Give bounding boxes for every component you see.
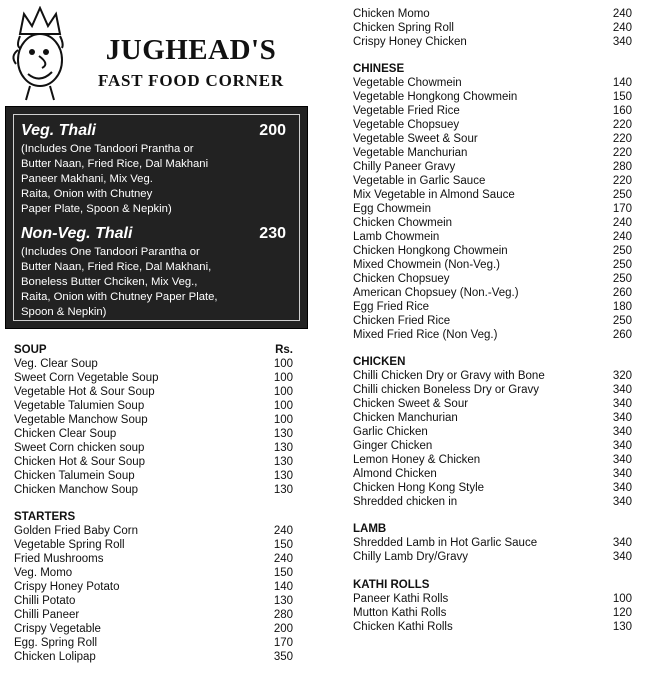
- menu-item-name: Vegetable Sweet & Sour: [353, 133, 478, 145]
- menu-item-name: Golden Fried Baby Corn: [14, 525, 139, 537]
- menu-item-name: Sweet Corn chicken soup: [14, 442, 145, 454]
- menu-item-price: 130: [273, 456, 293, 468]
- menu-item-price: 340: [612, 468, 632, 480]
- menu-item: [353, 536, 632, 550]
- menu-item-name: Vegetable Manchurian: [353, 147, 468, 159]
- menu-item-price: 340: [612, 551, 632, 563]
- menu-item-price: 130: [273, 595, 293, 607]
- menu-item-price: 320: [612, 370, 632, 382]
- menu-item-name: Vegetable Chopsuey: [353, 119, 460, 131]
- menu-item-price: 340: [612, 496, 632, 508]
- menu-item-price: 340: [612, 454, 632, 466]
- menu-item-name: Chicken Manchow Soup: [14, 484, 139, 496]
- thali-name: Veg. Thali: [21, 122, 96, 139]
- menu-item: [14, 524, 293, 538]
- menu-item-name: Chicken Chowmein: [353, 217, 453, 229]
- menu-item: [14, 441, 293, 455]
- menu-item: [14, 538, 293, 552]
- menu-item-name: Ginger Chicken: [353, 440, 433, 452]
- thali-desc-line: Boneless Butter Chciken, Mix Veg.,: [21, 276, 198, 288]
- menu-item: [353, 369, 632, 383]
- menu-item-name: Crispy Honey Potato: [14, 581, 120, 593]
- menu-item-name: Paneer Kathi Rolls: [353, 593, 449, 605]
- menu-item-name: Vegetable in Garlic Sauce: [353, 175, 486, 187]
- menu-item-name: Mix Vegetable in Almond Sauce: [353, 189, 515, 201]
- menu-item: [353, 481, 632, 495]
- thali-desc-line: Paper Plate, Spoon & Nepkin): [21, 203, 172, 215]
- menu-item: [14, 636, 293, 650]
- menu-item-price: 180: [612, 301, 632, 313]
- menu-item-price: 220: [612, 133, 632, 145]
- menu-item-price: 250: [612, 245, 632, 257]
- menu-item-name: Lamb Chowmein: [353, 231, 440, 243]
- menu-item-price: 340: [612, 537, 632, 549]
- menu-item: [353, 606, 632, 620]
- menu-item-price: 340: [612, 398, 632, 410]
- menu-item: [353, 397, 632, 411]
- menu-item: [14, 650, 293, 664]
- menu-item-price: 150: [273, 539, 293, 551]
- menu-item: [353, 35, 632, 49]
- menu-item-name: Shredded Lamb in Hot Garlic Sauce: [353, 537, 538, 549]
- menu-item: [14, 608, 293, 622]
- menu-item-name: Veg. Momo: [14, 567, 73, 579]
- menu-item: [14, 566, 293, 580]
- menu-item-price: 100: [273, 414, 293, 426]
- menu-item-price: 140: [273, 581, 293, 593]
- menu-item: [353, 21, 632, 35]
- menu-item: [14, 483, 293, 497]
- lamb-section: [353, 522, 632, 564]
- menu-item-name: Chicken Hot & Sour Soup: [14, 456, 146, 468]
- soup-section: [14, 343, 293, 497]
- menu-item: [353, 550, 632, 564]
- menu-item-name: Garlic Chicken: [353, 426, 428, 438]
- menu-item-price: 170: [273, 637, 293, 649]
- menu-item-price: 250: [612, 259, 632, 271]
- thali-price: 200: [259, 122, 286, 139]
- menu-item-name: Chicken Clear Soup: [14, 428, 117, 440]
- menu-item-price: 200: [273, 623, 293, 635]
- menu-item-price: 160: [612, 105, 632, 117]
- thali-desc-line: Butter Naan, Fried Rice, Dal Makhani,: [21, 261, 212, 273]
- menu-item: [353, 286, 632, 300]
- menu-item: [353, 132, 632, 146]
- menu-item-price: 130: [273, 470, 293, 482]
- menu-item-price: 240: [612, 231, 632, 243]
- menu-item-name: Chicken Momo: [353, 8, 430, 20]
- menu-item-name: Mixed Fried Rice (Non Veg.): [353, 329, 498, 341]
- menu-item: [14, 580, 293, 594]
- menu-item: [353, 104, 632, 118]
- menu-item: [353, 118, 632, 132]
- menu-item-name: Chilli Potato: [14, 595, 76, 607]
- menu-item: [14, 357, 293, 371]
- section-title: CHICKEN: [353, 356, 406, 368]
- menu-item: [353, 202, 632, 216]
- kathi-rolls-section: [353, 578, 632, 634]
- menu-item-price: 240: [612, 8, 632, 20]
- menu-item-price: 100: [273, 358, 293, 370]
- thali-desc-line: Spoon & Nepkin): [21, 306, 107, 318]
- menu-item-price: 100: [612, 593, 632, 605]
- menu-item: [14, 399, 293, 413]
- menu-item: [14, 427, 293, 441]
- menu-item-name: Chilly Lamb Dry/Gravy: [353, 551, 469, 563]
- menu-item-name: Crispy Vegetable: [14, 623, 101, 635]
- menu-item: [14, 552, 293, 566]
- menu-item-name: Chicken Manchurian: [353, 412, 458, 424]
- menu-item-name: Lemon Honey & Chicken: [353, 454, 481, 466]
- menu-item-price: 240: [273, 525, 293, 537]
- menu-item: [353, 425, 632, 439]
- menu-item-name: Crispy Honey Chicken: [353, 36, 467, 48]
- menu-item-price: 350: [273, 651, 293, 663]
- menu-item: [353, 244, 632, 258]
- menu-item-price: 220: [612, 175, 632, 187]
- thali-desc-line: (Includes One Tandoori Parantha or: [21, 246, 200, 258]
- menu-item: [353, 230, 632, 244]
- jughead-logo: [6, 6, 76, 102]
- menu-item-name: Egg Chowmein: [353, 203, 431, 215]
- menu-item-name: Vegetable Hot & Sour Soup: [14, 386, 155, 398]
- menu-item: [353, 90, 632, 104]
- menu-item: [353, 314, 632, 328]
- menu-item-name: Fried Mushrooms: [14, 553, 104, 565]
- chinese-section: [353, 62, 632, 342]
- menu-item-name: Mutton Kathi Rolls: [353, 607, 447, 619]
- menu-item: [14, 371, 293, 385]
- menu-item-name: Chicken Spring Roll: [353, 22, 454, 34]
- menu-item-name: Vegetable Chowmein: [353, 77, 462, 89]
- currency-label: Rs.: [275, 344, 293, 356]
- starters-section: [14, 510, 293, 664]
- menu-item-name: Chicken Sweet & Sour: [353, 398, 469, 410]
- menu-item: [353, 328, 632, 342]
- menu-item: [353, 592, 632, 606]
- menu-item-price: 150: [273, 567, 293, 579]
- nonveg-thali: [21, 224, 286, 320]
- menu-item: [353, 188, 632, 202]
- menu-item-price: 250: [612, 273, 632, 285]
- menu-item-price: 100: [273, 372, 293, 384]
- menu-item-price: 280: [273, 609, 293, 621]
- menu-item: [353, 76, 632, 90]
- menu-item-price: 340: [612, 426, 632, 438]
- menu-item-name: Chicken Hong Kong Style: [353, 482, 485, 494]
- section-title: STARTERS: [14, 511, 76, 523]
- menu-item-price: 100: [273, 386, 293, 398]
- veg-thali: [21, 121, 286, 217]
- chicken-section: [353, 355, 632, 509]
- brand-tagline: FAST FOOD CORNER: [98, 71, 284, 90]
- menu-item-name: Vegetable Hongkong Chowmein: [353, 91, 518, 103]
- menu-item-price: 100: [273, 400, 293, 412]
- menu-item-name: Vegetable Manchow Soup: [14, 414, 148, 426]
- menu-item-name: Egg Fried Rice: [353, 301, 430, 313]
- menu-item-name: Chilly Paneer Gravy: [353, 161, 456, 173]
- menu-item: [353, 258, 632, 272]
- thali-desc-line: Paneer Makhani, Mix Veg.: [21, 173, 153, 185]
- thali-desc-line: (Includes One Tandoori Prantha or: [21, 143, 194, 155]
- menu-item-name: Shredded chicken in: [353, 496, 458, 508]
- menu-item-name: Almond Chicken: [353, 468, 437, 480]
- menu-item-price: 130: [612, 621, 632, 633]
- menu-item: [353, 272, 632, 286]
- menu-item-price: 260: [612, 329, 632, 341]
- menu-item-price: 130: [273, 484, 293, 496]
- menu-item-price: 240: [273, 553, 293, 565]
- thali-desc-line: Butter Naan, Fried Rice, Dal Makhani: [21, 158, 209, 170]
- menu-item-price: 120: [612, 607, 632, 619]
- menu-item-price: 170: [612, 203, 632, 215]
- section-title: KATHI ROLLS: [353, 579, 430, 591]
- menu-item: [353, 453, 632, 467]
- menu-item-name: Chilli chicken Boneless Dry or Gravy: [353, 384, 539, 396]
- menu-item-price: 140: [612, 77, 632, 89]
- menu-item-name: American Chopsuey (Non.-Veg.): [353, 287, 519, 299]
- menu-item: [353, 216, 632, 230]
- menu-item: [14, 413, 293, 427]
- menu-item-name: Mixed Chowmein (Non-Veg.): [353, 259, 501, 271]
- menu-item-price: 250: [612, 189, 632, 201]
- brand-name: JUGHEAD'S: [105, 34, 277, 66]
- menu-item-name: Vegetable Spring Roll: [14, 539, 125, 551]
- menu-item-price: 220: [612, 119, 632, 131]
- menu-item: [14, 455, 293, 469]
- menu-item-name: Chicken Kathi Rolls: [353, 621, 453, 633]
- menu-item: [353, 300, 632, 314]
- menu-item: [353, 439, 632, 453]
- menu-item-price: 280: [612, 161, 632, 173]
- menu-item-price: 240: [612, 217, 632, 229]
- thali-desc-line: Raita, Onion with Chutney Paper Plate,: [21, 291, 218, 303]
- menu-item: [353, 411, 632, 425]
- menu-item-name: Sweet Corn Vegetable Soup: [14, 372, 159, 384]
- menu-item: [353, 160, 632, 174]
- starters-continued-section: [353, 7, 632, 49]
- thali-price: 230: [259, 225, 286, 242]
- menu-item-name: Vegetable Talumien Soup: [14, 400, 145, 412]
- menu-item-name: Chicken Chopsuey: [353, 273, 450, 285]
- menu-item-price: 130: [273, 428, 293, 440]
- thali-desc-line: Raita, Onion with Chutney: [21, 188, 153, 200]
- menu-item: [353, 7, 632, 21]
- section-title: SOUP: [14, 344, 47, 356]
- menu-item-name: Egg. Spring Roll: [14, 637, 98, 649]
- menu-item-price: 340: [612, 384, 632, 396]
- menu-item: [353, 620, 632, 634]
- menu-item: [14, 469, 293, 483]
- menu-item-price: 250: [612, 315, 632, 327]
- section-title: CHINESE: [353, 63, 405, 75]
- menu-item-price: 130: [273, 442, 293, 454]
- menu-item-name: Veg. Clear Soup: [14, 358, 98, 370]
- menu-item: [353, 495, 632, 509]
- menu-item-price: 340: [612, 412, 632, 424]
- menu-item-price: 260: [612, 287, 632, 299]
- menu-item: [14, 622, 293, 636]
- menu-item: [353, 467, 632, 481]
- menu-item: [14, 385, 293, 399]
- menu-item-price: 340: [612, 482, 632, 494]
- menu-item-name: Chilli Chicken Dry or Gravy with Bone: [353, 370, 545, 382]
- menu-item: [353, 383, 632, 397]
- menu-item: [14, 594, 293, 608]
- menu-item: [353, 174, 632, 188]
- menu-item-name: Chilli Paneer: [14, 609, 80, 621]
- menu-item-name: Chicken Lolipap: [14, 651, 96, 663]
- menu-item-price: 240: [612, 22, 632, 34]
- menu-item-price: 220: [612, 147, 632, 159]
- menu-item-price: 340: [612, 440, 632, 452]
- menu-item-name: Vegetable Fried Rice: [353, 105, 460, 117]
- menu-item-name: Chicken Hongkong Chowmein: [353, 245, 508, 257]
- menu-item-price: 150: [612, 91, 632, 103]
- thali-name: Non-Veg. Thali: [21, 225, 133, 242]
- menu-item-name: Chicken Fried Rice: [353, 315, 451, 327]
- menu-item-price: 340: [612, 36, 632, 48]
- menu-item-name: Chicken Talumein Soup: [14, 470, 135, 482]
- menu-item: [353, 146, 632, 160]
- section-title: LAMB: [353, 523, 387, 535]
